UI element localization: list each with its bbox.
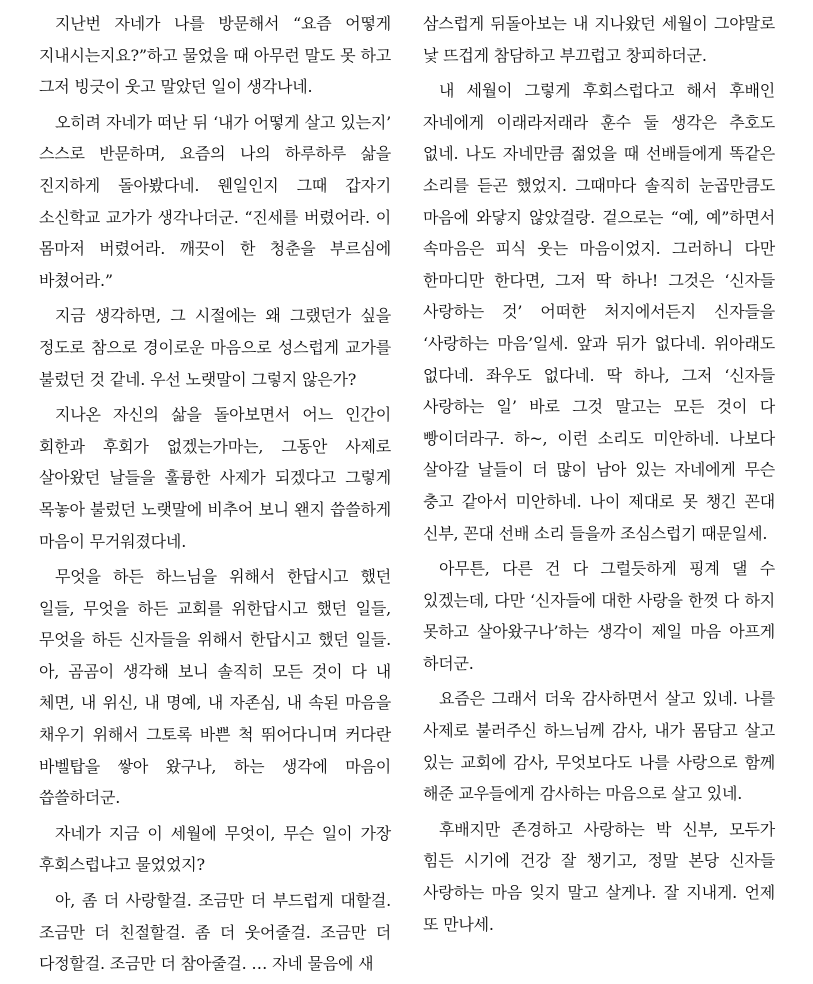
- paragraph: 오히려 자네가 떠난 뒤 ‘내가 어떻게 살고 있는지’ 스스로 반문하며, 요즘의 나의 하루하루 삶을 진지하게 돌아봤다네. 웬일인지 그때 갑자기 소신학교 교가가 생각나더군. “진세를 버렸어라. 이 몸마저 버렸어라. 깨끗이 한 청춘을 부르심에 바쳤어라.”: [39, 112, 391, 290]
- paragraph: 아, 좀 더 사랑할걸. 조금만 더 부드럽게 대할걸. 조금만 더 친절할걸. 좀 더 웃어줄걸. 조금만 더 다정할걸. 조금만 더 참아줄걸. … 자네 물음에 새: [39, 891, 391, 974]
- paragraph: 내 세월이 그렇게 후회스럽다고 해서 후배인 자네에게 이래라저래라 훈수 둘 생각은 추호도 없네. 나도 자네만큼 젊었을 때 선배들에게 똑같은 소리를 듣곤 했었지. 그때마다 솔직히 눈곱만큼도 마음에 와닿지 않았걸랑. 겉으로는 “예, 예”하면서 속마음은 피식 웃는 마음이었지. 그러하니 다만 한마디만 한다면, 그저 딱 하나! 그것은 ‘신자들 사랑하는 것’ 어떠한 처지에서든지 신자들을 ‘사랑하는 마음’일세. 앞과 뒤가 없다네. 위아래도 없다네. 좌우도 없다네. 딱 하나, 그저 ‘신자들 사랑하는 일’ 바로 그것 말고는 모든 것이 다 빵이더라구. 하~, 이런 소리도 미안하네. 나보다 살아갈 날들이 더 많이 남아 있는 자네에게 무슨 충고 같아서 미안하네. 나이 제대로 못 챙긴 꼰대 신부, 꼰대 선배 소리 들을까 조심스럽기 때문일세.: [423, 81, 775, 543]
- right-column: [423, 8, 775, 944]
- paragraph: 지나온 자신의 삶을 돌아보면서 어느 인간이 회한과 후회가 없겠는가마는, 그동안 사제로 살아왔던 날들을 훌륭한 사제가 되겠다고 그렇게 목놓아 불렀던 노랫말에 비추어 보니 왠지 씁쓸하게 마음이 무거워졌다네.: [39, 405, 391, 551]
- paragraph: 무엇을 하든 하느님을 위해서 한답시고 했던 일들, 무엇을 하든 교회를 위한답시고 했던 일들, 무엇을 하든 신자들을 위해서 한답시고 했던 일들. 아, 곰곰이 생각해 보니 솔직히 모든 것이 다 내 체면, 내 위신, 내 명예, 내 자존심, 내 속된 마음을 채우기 위해서 그토록 바쁜 척 뛰어다니며 커다란 바벨탑을 쌓아 왔구나, 하는 생각에 마음이 씁쓸하더군.: [39, 567, 391, 808]
- paragraph: 자네가 지금 이 세월에 무엇이, 무슨 일이 가장 후회스럽냐고 물었었지?: [39, 823, 391, 875]
- left-column: [39, 8, 391, 984]
- paragraph-continuation: 삼스럽게 뒤돌아보는 내 지나왔던 세월이 그야말로 낯 뜨겁게 참담하고 부끄럽고 창피하더군.: [423, 14, 775, 65]
- paragraph: 지난번 자네가 나를 방문해서 “요즘 어떻게 지내시는지요?”하고 물었을 때 아무런 말도 못 하고 그저 빙긋이 웃고 말았던 일이 생각나네.: [39, 14, 391, 97]
- paragraph: 후배지만 존경하고 사랑하는 박 신부, 모두가 힘든 시기에 건강 잘 챙기고, 정말 본당 신자들 사랑하는 마음 잊지 말고 살게나. 잘 지내게. 언제 또 만나세.: [423, 819, 775, 934]
- paragraph: 지금 생각하면, 그 시절에는 왜 그랬던가 싶을 정도로 참으로 경이로운 마음으로 성스럽게 교가를 불렀던 것 같네. 우선 노랫말이 그렇지 않은가?: [39, 306, 391, 389]
- paragraph: 요즘은 그래서 더욱 감사하면서 살고 있네. 나를 사제로 불러주신 하느님께 감사, 내가 몸담고 살고 있는 교회에 감사, 무엇보다도 나를 사랑으로 함께 해준 교우들에게 감사하는 마음으로 살고 있네.: [423, 689, 775, 804]
- paragraph: 아무튼, 다른 건 다 그럴듯하게 핑계 댈 수 있겠는데, 다만 ‘신자들에 대한 사랑을 한껏 다 하지 못하고 살아왔구나’하는 생각이 제일 마음 아프게 하더군.: [423, 559, 775, 673]
